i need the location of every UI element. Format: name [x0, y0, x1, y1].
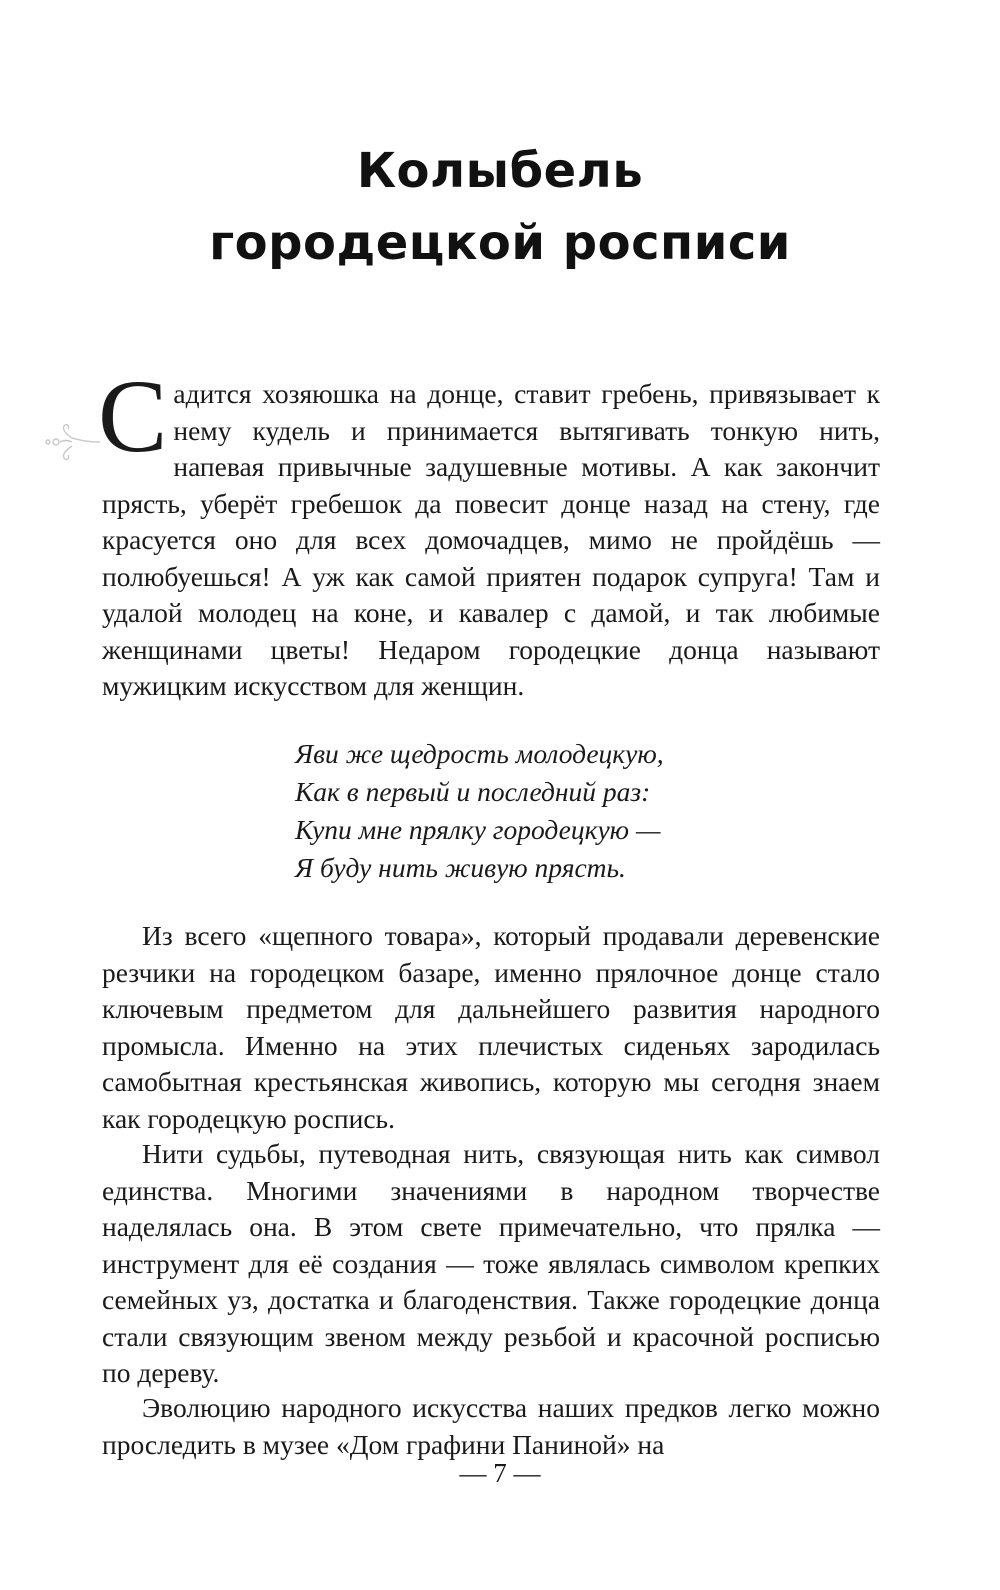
verse-line: Как в первый и последний раз: — [295, 776, 651, 807]
verse-line: Я буду нить живую прясть. — [295, 852, 626, 883]
verse-line: Купи мне прялку городецкую — — [295, 814, 661, 845]
chapter-title-line-1: Колыбель — [356, 143, 644, 199]
paragraph-evolyutsiya: Эволюцию народного искусства наших предков легко можно проследить в музее «Дом графини Паниной» на — [102, 1392, 880, 1460]
intro-paragraph — [98, 359, 880, 705]
page-number: — 7 — — [459, 1458, 541, 1488]
paragraph-niti-sudby: Нити судьбы, путеводная нить, связующая нить как символ единства. Многими значениями в народном творчестве наделялась она. В этом свете примечательно, что прялка — инструмент для её создания — тоже являлась символом крепких семейных уз, достатка и благоденствия. Также городецкие донца стали связующим звеном между резьбой и красочной росписью по дереву. — [102, 1138, 880, 1388]
paragraph-shchepnoy-tovar: Из всего «щепного товара», который продавали деревенские резчики на городецком базаре, именно прялочное донце стало ключевым предметом для дальнейшего развития народного промысла. Именно на этих плечистых сиденьях зародилась самобытная крестьянская живопись, которую мы сегодня знаем как городецкую роспись. — [102, 920, 880, 1134]
chapter-title — [0, 135, 1000, 279]
chapter-title-line-2: городецкой росписи — [209, 215, 791, 271]
floral-ornament-icon — [42, 420, 102, 464]
drop-cap: С — [98, 359, 168, 474]
verse-line: Яви же щедрость молодецкую, — [295, 738, 664, 769]
poem-verse — [295, 735, 664, 887]
intro-paragraph-text: адится хозяюшка на донце, ставит гребень, привязывает к нему кудель и принимается вытягивать тонкую нить, напевая привычные задушевные мотивы. А как закончит прясть, уберёт гребешок да повесит донце назад на стену, где красуется оно для всех домочадцев, мимо не пройдёшь — полюбуешься! А уж как самой приятен подарок супруга! Там и удалой молодец на коне, и кавалер с дамой, и так любимые женщинами цветы! Недаром городецкие донца называют мужицким искусством для женщин. — [102, 378, 880, 701]
